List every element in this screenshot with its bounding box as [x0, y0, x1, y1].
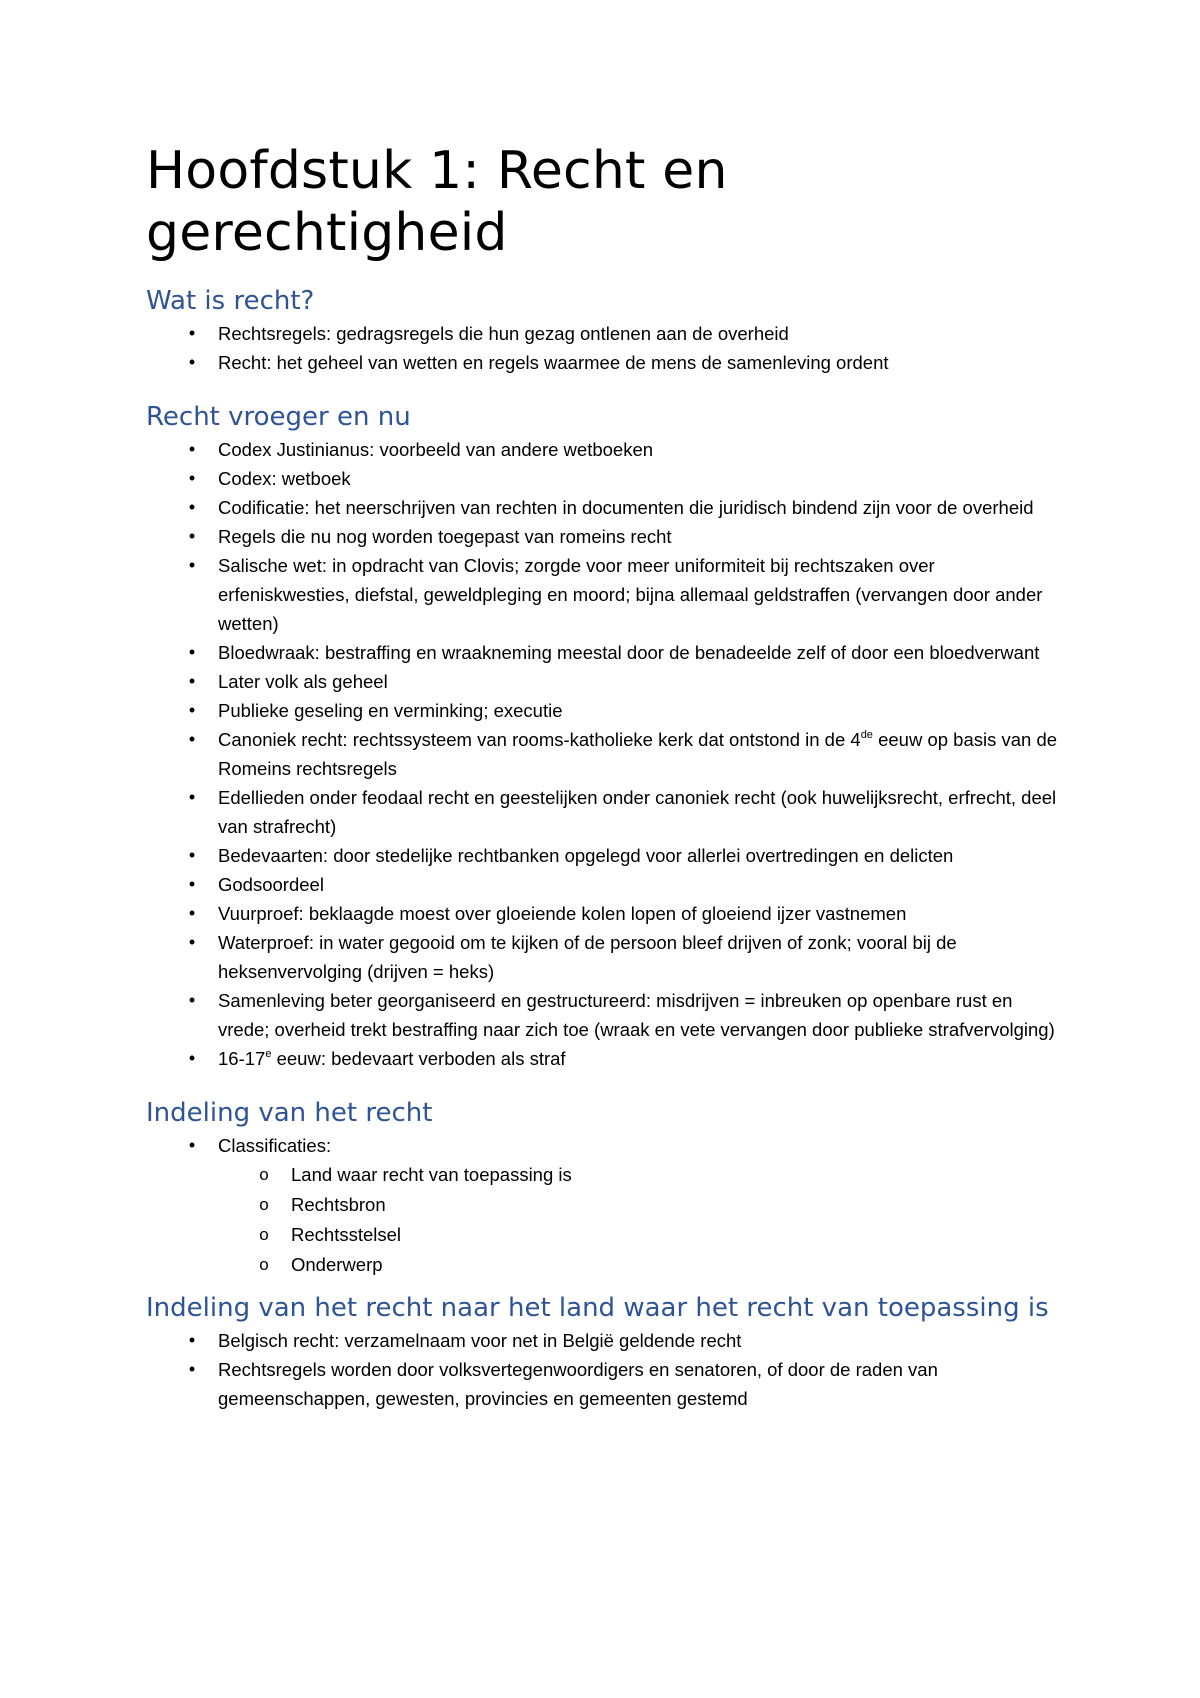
list-item: • Bloedwraak: bestraffing en wraakneming meestal door de benadeelde zelf of door een bloedverwant: [146, 638, 1066, 667]
list-item: • 16-17e eeuw: bedevaart verboden als straf: [146, 1044, 1066, 1073]
list-item: • Salische wet: in opdracht van Clovis; zorgde voor meer uniformiteit bij rechtszaken over erfeniskwesties, diefstal, geweldpleging en moord; bijna allemaal geldstraffen (vervangen door ander wetten): [146, 551, 1066, 638]
bullet-icon: •: [188, 874, 196, 894]
list-item: • Samenleving beter georganiseerd en gestructureerd: misdrijven = inbreuken op openbare rust en vrede; overheid trekt bestraffing naar zich toe (wraak en vete vervangen door publieke strafvervolging): [146, 986, 1066, 1044]
list-item: • Codex: wetboek: [146, 464, 1066, 493]
list-item: • Rechtsregels worden door volksvertegenwoordigers en senatoren, of door de raden van gemeenschappen, gewesten, provincies en gemeenten gestemd: [146, 1355, 1066, 1413]
bullet-icon: •: [188, 787, 196, 807]
heading-recht-vroeger-en-nu: Recht vroeger en nu: [146, 402, 411, 432]
list-item: • Edellieden onder feodaal recht en geestelijken onder canoniek recht (ook huwelijksrecht, erfrecht, deel van strafrecht): [146, 783, 1066, 841]
page-title: Hoofdstuk 1: Recht en gerechtigheid: [146, 141, 728, 263]
list-item: • Canoniek recht: rechtssysteem van rooms-katholieke kerk dat ontstond in de 4de eeuw op basis van de Romeins rechtsregels: [146, 725, 1066, 783]
list-item: • Bedevaarten: door stedelijke rechtbanken opgelegd voor allerlei overtredingen en delicten: [146, 841, 1066, 870]
bullet-icon: •: [188, 1330, 196, 1350]
heading-indeling-naar-land: Indeling van het recht naar het land waar het recht van toepassing is: [146, 1293, 1049, 1323]
list-item: • Later volk als geheel: [146, 667, 1066, 696]
sub-list-item: o Land waar recht van toepassing is: [146, 1160, 1066, 1190]
bullet-icon: •: [188, 1135, 196, 1155]
list-item: • Rechtsregels: gedragsregels die hun gezag ontlenen aan de overheid: [146, 319, 1066, 348]
bullet-icon: •: [188, 1048, 196, 1068]
heading-indeling-van-het-recht: Indeling van het recht: [146, 1098, 433, 1128]
list-item: • Recht: het geheel van wetten en regels waarmee de mens de samenleving ordent: [146, 348, 1066, 377]
bullet-icon: •: [188, 1359, 196, 1379]
bullet-icon: •: [188, 845, 196, 865]
list-item: • Waterproef: in water gegooid om te kijken of de persoon bleef drijven of zonk; vooral bij de heksenvervolging (drijven = heks): [146, 928, 1066, 986]
list-item: • Godsoordeel: [146, 870, 1066, 899]
list-wat-is-recht: [146, 319, 1066, 377]
bullet-icon: •: [188, 700, 196, 720]
sub-list-item: o Rechtsstelsel: [146, 1220, 1066, 1250]
bullet-icon: •: [188, 468, 196, 488]
list-item: • Vuurproef: beklaagde moest over gloeiende kolen lopen of gloeiend ijzer vastnemen: [146, 899, 1066, 928]
bullet-icon: •: [188, 671, 196, 691]
heading-wat-is-recht: Wat is recht?: [146, 286, 315, 316]
sub-list-item: o Rechtsbron: [146, 1190, 1066, 1220]
sub-bullet-icon: o: [259, 1165, 269, 1184]
sub-list-item: o Onderwerp: [146, 1250, 1066, 1280]
bullet-icon: •: [188, 497, 196, 517]
list-item: • Belgisch recht: verzamelnaam voor net in België geldende recht: [146, 1326, 1066, 1355]
sub-bullet-icon: o: [259, 1195, 269, 1214]
list-indeling-van-het-recht: [146, 1131, 1066, 1280]
list-item: • Classificaties:: [146, 1131, 1066, 1160]
bullet-icon: •: [188, 729, 196, 749]
list-recht-vroeger-en-nu: [146, 435, 1066, 1073]
bullet-icon: •: [188, 526, 196, 546]
list-indeling-naar-land: [146, 1326, 1066, 1413]
list-item: • Codificatie: het neerschrijven van rechten in documenten die juridisch bindend zijn voor de overheid: [146, 493, 1066, 522]
bullet-icon: •: [188, 323, 196, 343]
bullet-icon: •: [188, 642, 196, 662]
bullet-icon: •: [188, 439, 196, 459]
list-item: • Publieke geseling en verminking; executie: [146, 696, 1066, 725]
bullet-icon: •: [188, 990, 196, 1010]
bullet-icon: •: [188, 932, 196, 952]
list-item: • Codex Justinianus: voorbeeld van andere wetboeken: [146, 435, 1066, 464]
sub-bullet-icon: o: [259, 1225, 269, 1244]
sub-bullet-icon: o: [259, 1255, 269, 1274]
list-item: • Regels die nu nog worden toegepast van romeins recht: [146, 522, 1066, 551]
bullet-icon: •: [188, 555, 196, 575]
bullet-icon: •: [188, 352, 196, 372]
document-content: [146, 140, 1066, 1413]
bullet-icon: •: [188, 903, 196, 923]
